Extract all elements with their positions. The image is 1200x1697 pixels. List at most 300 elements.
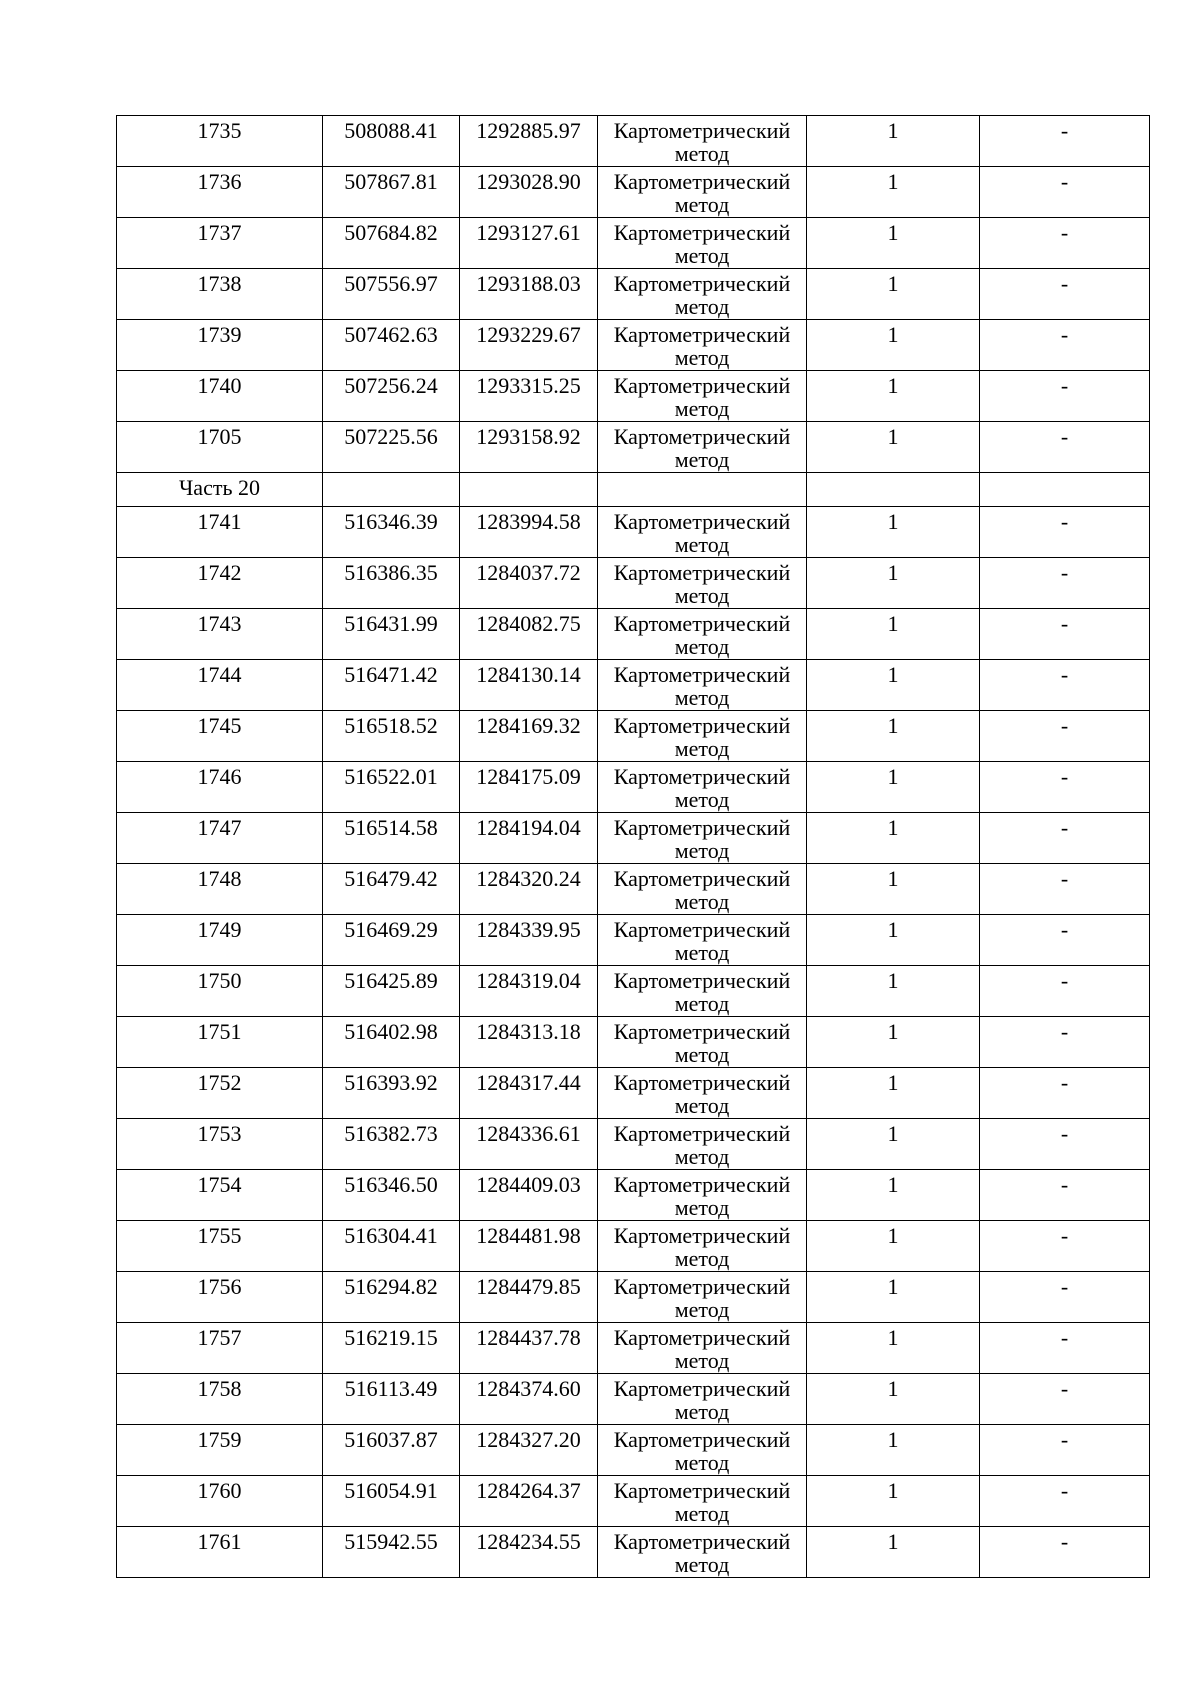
note-text: - [1060, 815, 1069, 840]
method-text: Картометрический метод [613, 1478, 791, 1526]
cell-point-number [117, 218, 323, 269]
y-coordinate-text: 1284175.09 [476, 764, 581, 789]
method-text: Картометрический метод [613, 1427, 791, 1475]
cell-note [980, 1272, 1150, 1323]
accuracy-text: 1 [887, 373, 899, 398]
point-number-text: 1737 [197, 220, 242, 245]
y-coordinate-text: 1293315.25 [476, 373, 581, 398]
accuracy-text: 1 [887, 1223, 899, 1248]
cell-method [598, 966, 807, 1017]
cell-note [980, 1017, 1150, 1068]
cell-accuracy [807, 813, 980, 864]
cell-y-coordinate [460, 1068, 598, 1119]
accuracy-text: 1 [887, 1325, 899, 1350]
part-header-row [117, 473, 1150, 507]
cell-accuracy [807, 1527, 980, 1578]
point-number-text: 1753 [197, 1121, 242, 1146]
cell-note [980, 711, 1150, 762]
cell-method [598, 1119, 807, 1170]
table-row [117, 167, 1150, 218]
x-coordinate-text: 516431.99 [344, 611, 438, 636]
y-coordinate-text: 1293229.67 [476, 322, 581, 347]
cell-note [980, 269, 1150, 320]
cell-x-coordinate [323, 813, 460, 864]
point-number-text: 1761 [197, 1529, 242, 1554]
cell-method [598, 1527, 807, 1578]
table-row [117, 320, 1150, 371]
accuracy-text: 1 [887, 764, 899, 789]
accuracy-text: 1 [887, 118, 899, 143]
cell-note [980, 1323, 1150, 1374]
point-number-text: 1758 [197, 1376, 242, 1401]
cell-x-coordinate [323, 167, 460, 218]
accuracy-text: 1 [887, 866, 899, 891]
accuracy-text: 1 [887, 1019, 899, 1044]
note-text: - [1060, 764, 1069, 789]
cell-method [598, 1425, 807, 1476]
cell-y-coordinate [460, 813, 598, 864]
method-text: Картометрический метод [613, 1223, 791, 1271]
cell-note [980, 864, 1150, 915]
cell-x-coordinate [323, 116, 460, 167]
point-number-text: 1760 [197, 1478, 242, 1503]
point-number-text: 1756 [197, 1274, 242, 1299]
x-coordinate-text: 516304.41 [344, 1223, 438, 1248]
cell-x-coordinate [323, 1527, 460, 1578]
cell-y-coordinate [460, 558, 598, 609]
accuracy-text: 1 [887, 1121, 899, 1146]
x-coordinate-text: 516113.49 [344, 1376, 438, 1401]
cell-accuracy [807, 1221, 980, 1272]
cell-accuracy [807, 507, 980, 558]
cell-y-coordinate [460, 218, 598, 269]
x-coordinate-text: 516219.15 [344, 1325, 438, 1350]
x-coordinate-text: 516054.91 [344, 1478, 438, 1503]
cell-point-number [117, 422, 323, 473]
note-text: - [1060, 1121, 1069, 1146]
table-row [117, 558, 1150, 609]
cell-method [598, 1272, 807, 1323]
table-row [117, 218, 1150, 269]
y-coordinate-text: 1283994.58 [476, 509, 581, 534]
cell-point-number [117, 711, 323, 762]
cell [807, 473, 980, 507]
cell-method [598, 558, 807, 609]
cell-method [598, 1017, 807, 1068]
note-text: - [1060, 968, 1069, 993]
cell-point-number [117, 915, 323, 966]
cell-x-coordinate [323, 1476, 460, 1527]
cell-y-coordinate [460, 660, 598, 711]
cell-accuracy [807, 116, 980, 167]
x-coordinate-text: 516514.58 [344, 815, 438, 840]
note-text: - [1060, 373, 1069, 398]
cell-point-number [117, 1221, 323, 1272]
accuracy-text: 1 [887, 968, 899, 993]
cell-method [598, 1170, 807, 1221]
table-row [117, 1221, 1150, 1272]
cell-note [980, 915, 1150, 966]
method-text: Картометрический метод [613, 560, 791, 608]
point-number-text: 1736 [197, 169, 242, 194]
x-coordinate-text: 516518.52 [344, 713, 438, 738]
accuracy-text: 1 [887, 1070, 899, 1095]
accuracy-text: 1 [887, 169, 899, 194]
y-coordinate-text: 1284264.37 [476, 1478, 581, 1503]
cell-note [980, 1221, 1150, 1272]
y-coordinate-text: 1284374.60 [476, 1376, 581, 1401]
x-coordinate-text: 516522.01 [344, 764, 438, 789]
cell-method [598, 320, 807, 371]
table-row [117, 1323, 1150, 1374]
x-coordinate-text: 516471.42 [344, 662, 438, 687]
cell-x-coordinate [323, 1068, 460, 1119]
x-coordinate-text: 516037.87 [344, 1427, 438, 1452]
cell-method [598, 1068, 807, 1119]
method-text: Картометрический метод [613, 866, 791, 914]
cell-x-coordinate [323, 1272, 460, 1323]
method-text: Картометрический метод [613, 662, 791, 710]
point-number-text: 1735 [197, 118, 242, 143]
note-text: - [1060, 271, 1069, 296]
cell-accuracy [807, 1068, 980, 1119]
cell-x-coordinate [323, 660, 460, 711]
point-number-text: 1745 [197, 713, 242, 738]
cell-y-coordinate [460, 915, 598, 966]
table-row [117, 1425, 1150, 1476]
cell-y-coordinate [460, 1170, 598, 1221]
cell-note [980, 1527, 1150, 1578]
x-coordinate-text: 516469.29 [344, 917, 438, 942]
cell-accuracy [807, 711, 980, 762]
cell-method [598, 762, 807, 813]
accuracy-text: 1 [887, 220, 899, 245]
accuracy-text: 1 [887, 815, 899, 840]
cell-x-coordinate [323, 1017, 460, 1068]
cell-method [598, 269, 807, 320]
note-text: - [1060, 713, 1069, 738]
cell-point-number [117, 1272, 323, 1323]
note-text: - [1060, 1172, 1069, 1197]
y-coordinate-text: 1284317.44 [476, 1070, 581, 1095]
accuracy-text: 1 [887, 322, 899, 347]
cell-point-number [117, 1170, 323, 1221]
note-text: - [1060, 220, 1069, 245]
note-text: - [1060, 662, 1069, 687]
point-number-text: 1749 [197, 917, 242, 942]
accuracy-text: 1 [887, 1427, 899, 1452]
cell-method [598, 167, 807, 218]
cell-note [980, 558, 1150, 609]
point-number-text: 1757 [197, 1325, 242, 1350]
cell [323, 473, 460, 507]
table-row [117, 371, 1150, 422]
point-number-text: 1754 [197, 1172, 242, 1197]
accuracy-text: 1 [887, 1478, 899, 1503]
x-coordinate-text: 516479.42 [344, 866, 438, 891]
cell-point-number [117, 966, 323, 1017]
table-row [117, 1068, 1150, 1119]
point-number-text: 1755 [197, 1223, 242, 1248]
y-coordinate-text: 1284319.04 [476, 968, 581, 993]
cell-accuracy [807, 915, 980, 966]
point-number-text: 1748 [197, 866, 242, 891]
y-coordinate-text: 1284169.32 [476, 713, 581, 738]
method-text: Картометрический метод [613, 1019, 791, 1067]
x-coordinate-text: 507225.56 [344, 424, 438, 449]
table-row [117, 660, 1150, 711]
x-coordinate-text: 516294.82 [344, 1274, 438, 1299]
cell-method [598, 371, 807, 422]
point-number-text: 1752 [197, 1070, 242, 1095]
cell-y-coordinate [460, 507, 598, 558]
y-coordinate-text: 1293188.03 [476, 271, 581, 296]
note-text: - [1060, 1274, 1069, 1299]
cell-y-coordinate [460, 1017, 598, 1068]
cell-accuracy [807, 167, 980, 218]
cell-method [598, 1374, 807, 1425]
cell-note [980, 218, 1150, 269]
cell-note [980, 660, 1150, 711]
y-coordinate-text: 1284437.78 [476, 1325, 581, 1350]
y-coordinate-text: 1284082.75 [476, 611, 581, 636]
note-text: - [1060, 1019, 1069, 1044]
cell-y-coordinate [460, 762, 598, 813]
cell-x-coordinate [323, 864, 460, 915]
method-text: Картометрический метод [613, 968, 791, 1016]
note-text: - [1060, 1070, 1069, 1095]
note-text: - [1060, 560, 1069, 585]
cell-point-number [117, 1374, 323, 1425]
cell-note [980, 371, 1150, 422]
method-text: Картометрический метод [613, 424, 791, 472]
cell-point-number [117, 269, 323, 320]
method-text: Картометрический метод [613, 373, 791, 421]
table-row [117, 711, 1150, 762]
cell-point-number [117, 609, 323, 660]
cell-x-coordinate [323, 711, 460, 762]
table-row [117, 1527, 1150, 1578]
cell-note [980, 762, 1150, 813]
table-row [117, 269, 1150, 320]
point-number-text: 1750 [197, 968, 242, 993]
cell-x-coordinate [323, 422, 460, 473]
table-row [117, 762, 1150, 813]
x-coordinate-text: 508088.41 [344, 118, 438, 143]
accuracy-text: 1 [887, 560, 899, 585]
note-text: - [1060, 1223, 1069, 1248]
cell-x-coordinate [323, 558, 460, 609]
y-coordinate-text: 1284037.72 [476, 560, 581, 585]
cell-point-number [117, 116, 323, 167]
note-text: - [1060, 1529, 1069, 1554]
cell-accuracy [807, 864, 980, 915]
note-text: - [1060, 917, 1069, 942]
cell-y-coordinate [460, 1272, 598, 1323]
x-coordinate-text: 516346.50 [344, 1172, 438, 1197]
y-coordinate-text: 1292885.97 [476, 118, 581, 143]
cell-method [598, 711, 807, 762]
method-text: Картометрический метод [613, 764, 791, 812]
cell-x-coordinate [323, 1425, 460, 1476]
cell-note [980, 1476, 1150, 1527]
cell-accuracy [807, 269, 980, 320]
method-text: Картометрический метод [613, 917, 791, 965]
cell-y-coordinate [460, 422, 598, 473]
cell-y-coordinate [460, 116, 598, 167]
cell-point-number [117, 1476, 323, 1527]
point-number-text: 1747 [197, 815, 242, 840]
cell-method [598, 1323, 807, 1374]
cell-point-number [117, 507, 323, 558]
method-text: Картометрический метод [613, 611, 791, 659]
y-coordinate-text: 1293028.90 [476, 169, 581, 194]
table-row [117, 1017, 1150, 1068]
x-coordinate-text: 516346.39 [344, 509, 438, 534]
cell-accuracy [807, 1272, 980, 1323]
cell [460, 473, 598, 507]
cell-y-coordinate [460, 1323, 598, 1374]
cell-point-number [117, 813, 323, 864]
cell-x-coordinate [323, 915, 460, 966]
cell-method [598, 116, 807, 167]
note-text: - [1060, 1478, 1069, 1503]
method-text: Картометрический метод [613, 1070, 791, 1118]
x-coordinate-text: 507256.24 [344, 373, 438, 398]
y-coordinate-text: 1284409.03 [476, 1172, 581, 1197]
note-text: - [1060, 169, 1069, 194]
cell-point-number [117, 1323, 323, 1374]
cell-point-number [117, 1068, 323, 1119]
x-coordinate-text: 516425.89 [344, 968, 438, 993]
cell [980, 473, 1150, 507]
cell-y-coordinate [460, 1221, 598, 1272]
table-row [117, 864, 1150, 915]
x-coordinate-text: 516386.35 [344, 560, 438, 585]
table-row [117, 1272, 1150, 1323]
table-row [117, 1476, 1150, 1527]
cell-y-coordinate [460, 1119, 598, 1170]
cell-note [980, 1119, 1150, 1170]
point-number-text: 1759 [197, 1427, 242, 1452]
cell-note [980, 966, 1150, 1017]
cell-x-coordinate [323, 609, 460, 660]
cell-note [980, 813, 1150, 864]
cell-point-number [117, 1425, 323, 1476]
table-row [117, 422, 1150, 473]
cell-accuracy [807, 1374, 980, 1425]
cell-accuracy [807, 218, 980, 269]
method-text: Картометрический метод [613, 713, 791, 761]
cell-note [980, 1374, 1150, 1425]
y-coordinate-text: 1284327.20 [476, 1427, 581, 1452]
point-number-text: 1743 [197, 611, 242, 636]
cell-point-number [117, 558, 323, 609]
note-text: - [1060, 322, 1069, 347]
cell-x-coordinate [323, 762, 460, 813]
cell-y-coordinate [460, 966, 598, 1017]
cell-point-number [117, 1527, 323, 1578]
cell-x-coordinate [323, 269, 460, 320]
table-row [117, 507, 1150, 558]
note-text: - [1060, 424, 1069, 449]
accuracy-text: 1 [887, 1172, 899, 1197]
cell-method [598, 813, 807, 864]
cell-y-coordinate [460, 1527, 598, 1578]
cell-y-coordinate [460, 864, 598, 915]
cell-y-coordinate [460, 371, 598, 422]
cell-y-coordinate [460, 167, 598, 218]
cell-note [980, 320, 1150, 371]
accuracy-text: 1 [887, 424, 899, 449]
coordinates-table [116, 115, 1150, 1578]
cell-accuracy [807, 1119, 980, 1170]
cell-accuracy [807, 966, 980, 1017]
cell-accuracy [807, 762, 980, 813]
point-number-text: 1742 [197, 560, 242, 585]
table-row [117, 1374, 1150, 1425]
cell-method [598, 218, 807, 269]
cell-point-number [117, 1017, 323, 1068]
accuracy-text: 1 [887, 1529, 899, 1554]
cell-point-number [117, 371, 323, 422]
method-text: Картометрический метод [613, 220, 791, 268]
note-text: - [1060, 509, 1069, 534]
cell-point-number [117, 660, 323, 711]
cell-accuracy [807, 371, 980, 422]
cell-x-coordinate [323, 371, 460, 422]
accuracy-text: 1 [887, 509, 899, 534]
cell-x-coordinate [323, 1221, 460, 1272]
method-text: Картометрический метод [613, 1172, 791, 1220]
cell-method [598, 660, 807, 711]
method-text: Картометрический метод [613, 815, 791, 863]
cell [598, 473, 807, 507]
method-text: Картометрический метод [613, 1121, 791, 1169]
method-text: Картометрический метод [613, 509, 791, 557]
cell-x-coordinate [323, 1374, 460, 1425]
accuracy-text: 1 [887, 1274, 899, 1299]
cell-note [980, 1425, 1150, 1476]
cell-x-coordinate [323, 1119, 460, 1170]
note-text: - [1060, 866, 1069, 891]
cell-accuracy [807, 1425, 980, 1476]
x-coordinate-text: 516382.73 [344, 1121, 438, 1146]
cell-x-coordinate [323, 1170, 460, 1221]
x-coordinate-text: 515942.55 [344, 1529, 438, 1554]
accuracy-text: 1 [887, 662, 899, 687]
cell-y-coordinate [460, 269, 598, 320]
y-coordinate-text: 1284481.98 [476, 1223, 581, 1248]
cell-accuracy [807, 422, 980, 473]
cell-accuracy [807, 660, 980, 711]
cell-y-coordinate [460, 1425, 598, 1476]
cell-point-number [117, 1119, 323, 1170]
cell-accuracy [807, 320, 980, 371]
part-label: Часть 20 [179, 475, 260, 500]
cell-method [598, 1221, 807, 1272]
cell-x-coordinate [323, 218, 460, 269]
note-text: - [1060, 118, 1069, 143]
y-coordinate-text: 1284234.55 [476, 1529, 581, 1554]
accuracy-text: 1 [887, 917, 899, 942]
y-coordinate-text: 1284479.85 [476, 1274, 581, 1299]
point-number-text: 1751 [197, 1019, 242, 1044]
point-number-text: 1739 [197, 322, 242, 347]
cell-note [980, 609, 1150, 660]
method-text: Картометрический метод [613, 1274, 791, 1322]
accuracy-text: 1 [887, 713, 899, 738]
